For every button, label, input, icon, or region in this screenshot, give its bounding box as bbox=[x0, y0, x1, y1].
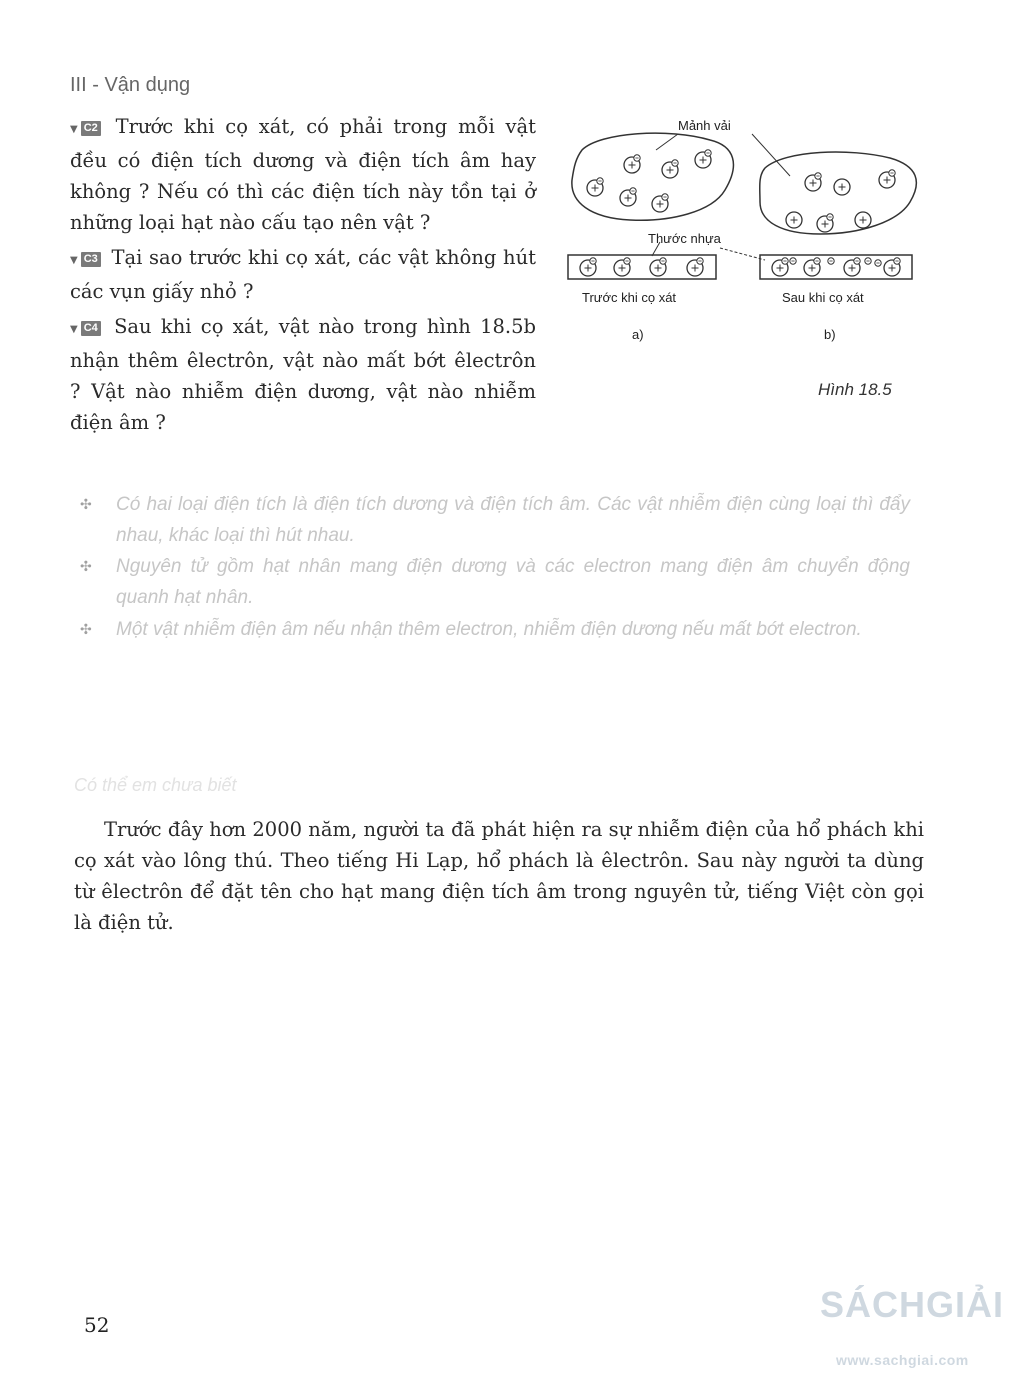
sub-label-a: a) bbox=[632, 327, 644, 342]
bullet-icon: ✣ bbox=[80, 621, 92, 637]
summary-item bbox=[80, 551, 910, 613]
triangle-icon: ▼ bbox=[70, 255, 78, 266]
question-text: Trước khi cọ xát, có phải trong mỗi vật đều có điện tích dương và điện tích âm hay không ? Nếu có thì các điện tích này tồn tại ở những loại hạt nào cấu tạo nên vật ? bbox=[70, 115, 536, 234]
question-number: C4 bbox=[81, 321, 101, 336]
triangle-icon: ▼ bbox=[70, 324, 78, 335]
caption-before: Trước khi cọ xát bbox=[582, 290, 677, 305]
section-heading: III - Vận dụng bbox=[70, 74, 191, 96]
bullet-icon: ✣ bbox=[80, 496, 92, 512]
label-cloth: Mảnh vải bbox=[678, 118, 731, 133]
figure-18-5 bbox=[560, 110, 920, 350]
summary-item bbox=[80, 614, 910, 645]
label-ruler: Thước nhựa bbox=[648, 231, 721, 246]
question-text: Tại sao trước khi cọ xát, các vật không hút các vụn giấy nhỏ ? bbox=[70, 246, 536, 303]
caption-after: Sau khi cọ xát bbox=[782, 290, 864, 305]
cloth-b bbox=[760, 152, 917, 234]
reading-paragraph: Trước đây hơn 2000 năm, người ta đã phát hiện ra sự nhiễm điện của hổ phách khi cọ xát vào lông thú. Theo tiếng Hi Lạp, hổ phách là êlectrôn. Sau này người ta dùng từ êlectrôn để đặt tên cho hạt mang điện tích âm trong nguyên tử, tiếng Việt còn gọi là điện tử. bbox=[74, 818, 924, 934]
watermark-logo-text: SÁCHGIẢI bbox=[820, 1284, 1005, 1325]
page-number: 52 bbox=[84, 1313, 110, 1337]
question-c3 bbox=[70, 242, 536, 307]
summary-text: Nguyên tử gồm hạt nhân mang điện dương và các electron mang điện âm chuyển động quanh hạt nhân. bbox=[116, 556, 910, 608]
reading-heading: Có thể em chưa biết bbox=[74, 775, 237, 795]
question-text: Sau khi cọ xát, vật nào trong hình 18.5b nhận thêm êlectrôn, vật nào mất bớt êlectrôn ? Vật nào nhiễm điện dương, vật nào nhiễm điện âm ? bbox=[70, 315, 537, 434]
watermark-logo bbox=[820, 1278, 1020, 1348]
summary-text: Một vật nhiễm điện âm nếu nhận thêm electron, nhiễm điện dương nếu mất bớt electron. bbox=[116, 619, 862, 640]
triangle-icon: ▼ bbox=[70, 124, 78, 135]
question-tag bbox=[70, 314, 101, 345]
summary-text: Có hai loại điện tích là điện tích dương và điện tích âm. Các vật nhiễm điện cùng loại thì đẩy nhau, khác loại thì hút nhau. bbox=[116, 494, 910, 546]
bullet-icon: ✣ bbox=[80, 558, 92, 574]
question-tag bbox=[70, 114, 101, 145]
sub-label-b: b) bbox=[824, 327, 836, 342]
watermark-url: www.sachgiai.com bbox=[836, 1352, 969, 1368]
summary-item bbox=[80, 489, 910, 551]
question-c2 bbox=[70, 111, 536, 238]
question-number: C3 bbox=[81, 252, 101, 267]
figure-caption: Hình 18.5 bbox=[818, 380, 892, 399]
question-tag bbox=[70, 245, 101, 276]
question-number: C2 bbox=[81, 121, 101, 136]
question-c4 bbox=[70, 311, 536, 438]
